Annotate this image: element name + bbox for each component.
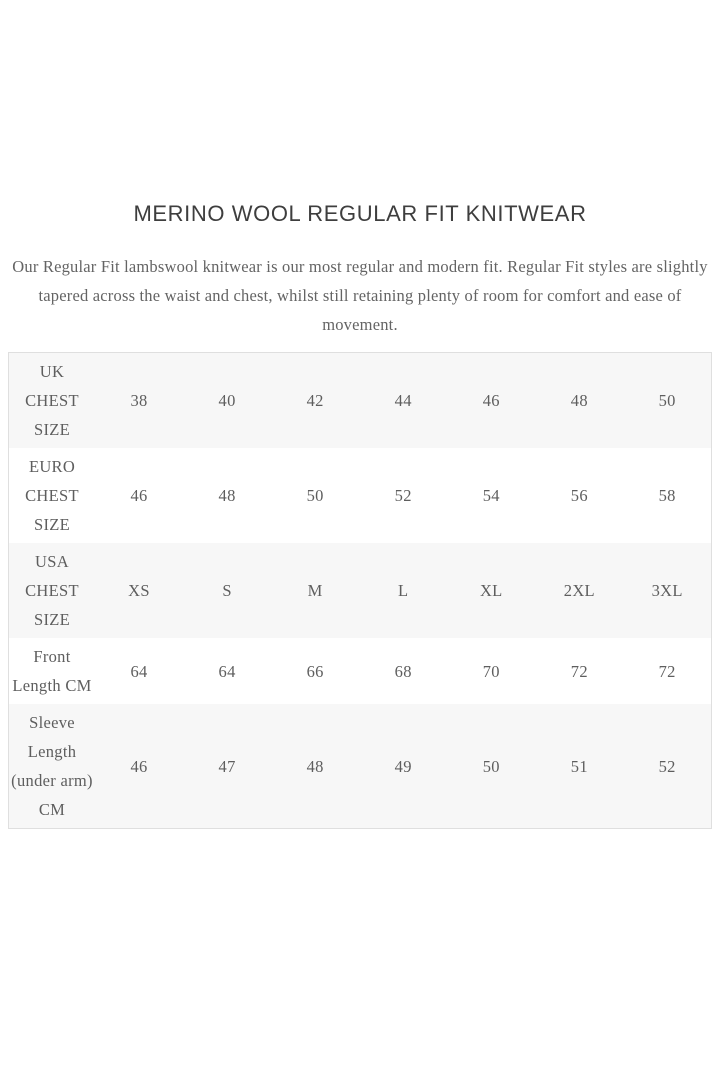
size-value-cell: 2XL: [563, 581, 595, 600]
size-value-cell: S: [222, 581, 232, 600]
page-title: MERINO WOOL REGULAR FIT KNITWEAR: [133, 201, 587, 226]
size-guide-table: [8, 352, 712, 829]
size-value-cell: 49: [394, 756, 412, 776]
fit-description: Our Regular Fit lambswool knitwear is our most regular and modern fit. Regular Fit styles are slightly tapered across the waist and chest, whilst still retaining plenty of room for comfort and ease of movement.: [12, 257, 708, 334]
size-value-cell: 38: [130, 391, 148, 410]
size-value-cell: 50: [658, 391, 676, 410]
size-value-cell: 46: [130, 486, 148, 505]
size-value-cell: 54: [482, 486, 500, 505]
size-value-cell: 64: [130, 661, 148, 681]
size-value-cell: 46: [482, 391, 500, 410]
size-value-cell: 72: [658, 661, 676, 681]
size-value-cell: 52: [658, 756, 676, 776]
size-table-row: [9, 353, 712, 449]
size-value-cell: XL: [479, 581, 503, 600]
size-value-cell: L: [398, 581, 409, 600]
row-label: Front Length CM: [12, 647, 92, 695]
size-value-cell: 50: [306, 486, 324, 505]
row-label: USA CHEST SIZE: [25, 552, 79, 629]
size-table-row: [9, 448, 712, 543]
size-value-cell: 40: [218, 391, 236, 410]
size-table-row: [9, 638, 712, 704]
size-value-cell: 42: [306, 391, 324, 410]
size-value-cell: 44: [394, 391, 412, 410]
size-value-cell: 72: [570, 661, 588, 681]
row-label: Sleeve Length (under arm) CM: [11, 713, 93, 819]
size-value-cell: 47: [218, 756, 236, 776]
size-value-cell: 48: [570, 391, 588, 410]
size-value-cell: 66: [306, 661, 324, 681]
size-value-cell: 48: [306, 756, 324, 776]
row-label: EURO CHEST SIZE: [25, 457, 79, 534]
size-value-cell: M: [307, 581, 323, 600]
size-value-cell: 70: [482, 661, 500, 681]
size-table-row: [9, 704, 712, 829]
size-value-cell: 56: [570, 486, 588, 505]
size-value-cell: 48: [218, 486, 236, 505]
row-label: UK CHEST SIZE: [25, 362, 79, 439]
size-value-cell: 51: [570, 756, 588, 776]
size-table-row: [9, 543, 712, 638]
size-value-cell: XS: [128, 581, 150, 600]
size-table-body: [9, 353, 712, 829]
size-value-cell: 3XL: [651, 581, 683, 600]
size-value-cell: 64: [218, 661, 236, 681]
size-value-cell: 50: [482, 756, 500, 776]
size-value-cell: 58: [658, 486, 676, 505]
size-value-cell: 68: [394, 661, 412, 681]
size-value-cell: 52: [394, 486, 412, 505]
size-value-cell: 46: [130, 756, 148, 776]
